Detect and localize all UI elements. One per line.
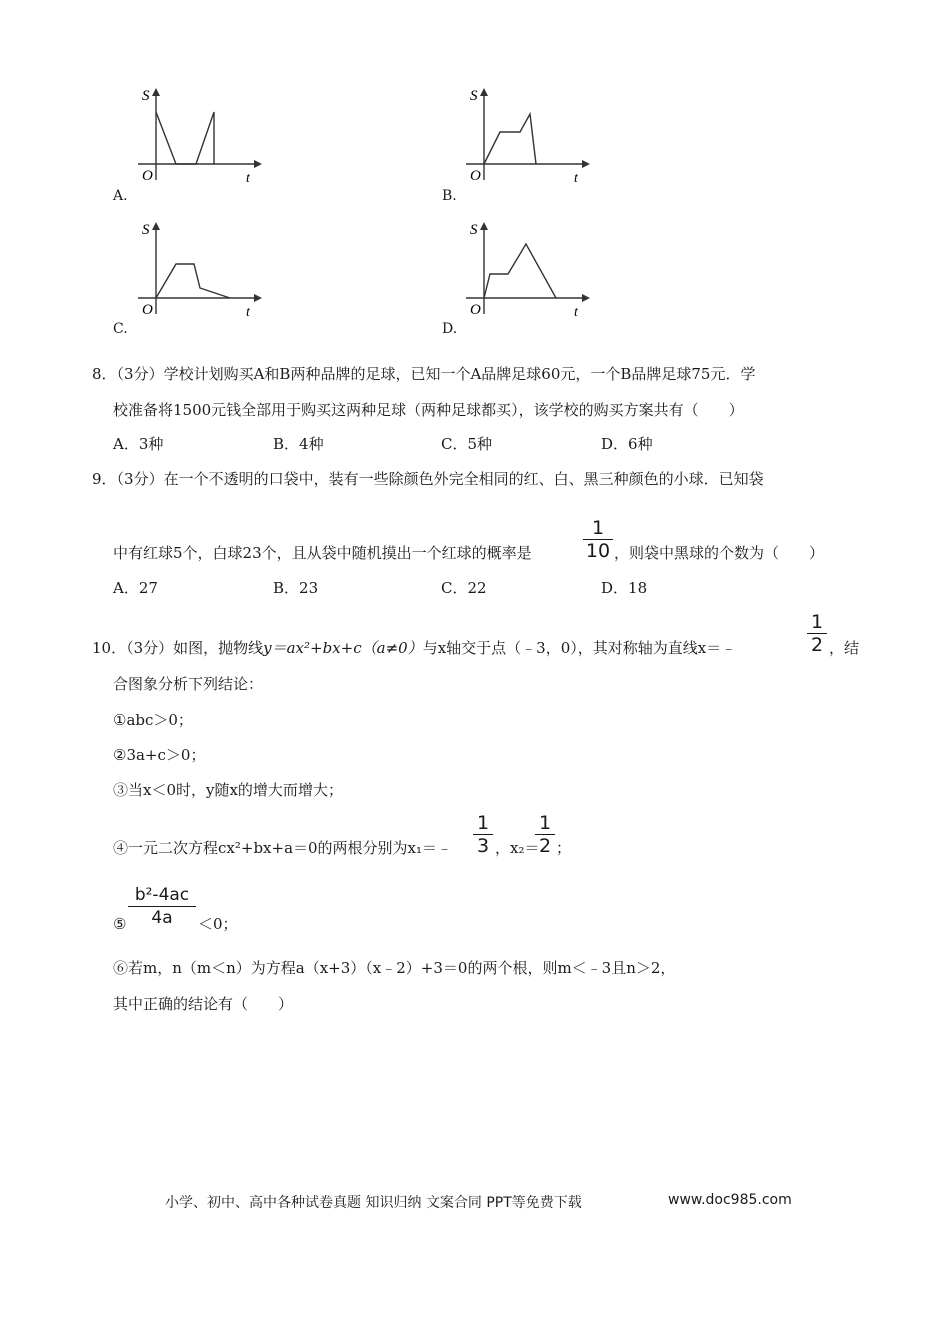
q9-option-a: A．27	[113, 579, 158, 597]
q10-s5-fraction	[128, 885, 196, 928]
q10-statement-1: ①abc＞0；	[113, 711, 193, 729]
q10-line1	[92, 638, 736, 658]
graph-b-origin: O	[470, 168, 481, 184]
q10-s4-fraction-2-num: 1	[538, 812, 552, 834]
q10-s5-fraction-num: b²-4ac	[134, 885, 190, 905]
q10-statement-6: ⑥若m，n（m＜n）为方程a（x+3）（x﹣2）+3＝0的两个根，则m＜﹣3且n＞2，	[113, 959, 676, 977]
q10-line1-b: 与x轴交于点（﹣3，0），其对称轴为直线x＝﹣	[422, 639, 737, 657]
q10-axis-fraction	[807, 612, 827, 655]
graph-c-origin: O	[142, 302, 153, 318]
graph-c-x-label: t	[246, 305, 250, 318]
q10-s4-fraction-2-den: 2	[538, 835, 552, 857]
q8-option-d: D．6种	[601, 435, 653, 453]
graph-d-y-label: S	[470, 222, 478, 238]
q9-line2-before: 中有红球5个，白球23个，且从袋中随机摸出一个红球的概率是	[113, 544, 532, 562]
q9-option-d: D．18	[601, 579, 648, 597]
graph-d	[458, 218, 598, 318]
q8-line2: 校准备将1500元钱全部用于购买这两种足球（两种足球都买），该学校的购买方案共有（ ）	[113, 401, 744, 419]
q8-option-b: B．4种	[273, 435, 324, 453]
footer-text: 小学、初中、高中各种试卷真题 知识归纳 文案合同 PPT等免费下载	[165, 1195, 582, 1211]
graph-d-svg	[458, 218, 598, 318]
q10-s5-fraction-bar	[128, 906, 196, 907]
graph-a-x-label: t	[246, 171, 250, 184]
q10-statement-5-tail: ＜0；	[198, 915, 238, 933]
q10-line1-c: ，结	[829, 639, 860, 657]
q9-line1: 9．（3分）在一个不透明的口袋中，装有一些除颜色外完全相同的红、白、黑三种颜色的小球．已知袋	[92, 470, 764, 488]
graph-c-option: C.	[113, 321, 128, 337]
graph-a-origin: O	[142, 168, 153, 184]
q10-statement-4-b: ，x₂＝	[495, 839, 540, 857]
graph-b-x-label: t	[574, 171, 578, 184]
q10-line1-a: 10．（3分）如图，抛物线	[92, 639, 264, 657]
graph-b-option: B.	[442, 188, 457, 204]
graph-b-svg	[458, 84, 598, 184]
graph-c-svg	[130, 218, 270, 318]
q9-fraction-den: 10	[585, 540, 611, 562]
graph-a	[130, 84, 270, 184]
q9-fraction-num: 1	[591, 517, 605, 539]
graph-b	[458, 84, 598, 184]
graph-a-svg	[130, 84, 270, 184]
q8-option-c: C．5种	[441, 435, 493, 453]
q10-statement-4-c: ；	[556, 839, 572, 857]
q10-s4-fraction-2	[535, 813, 555, 856]
q10-question: 其中正确的结论有（ ）	[113, 995, 294, 1013]
q9-line2-after: ，则袋中黑球的个数为（ ）	[614, 544, 825, 562]
graph-a-option: A.	[113, 188, 128, 204]
q10-s4-fraction-1	[473, 813, 493, 856]
graph-c	[130, 218, 270, 318]
q8-line1: 8．（3分）学校计划购买A和B两种品牌的足球，已知一个A品牌足球60元，一个B品牌足球75元．学	[92, 365, 756, 383]
graph-a-y-label: S	[142, 88, 150, 104]
q10-line2: 合图象分析下列结论：	[113, 675, 264, 693]
graph-d-x-label: t	[574, 305, 578, 318]
graph-b-y-label: S	[470, 88, 478, 104]
q10-axis-fraction-den: 2	[810, 634, 824, 656]
q9-option-b: B．23	[273, 579, 319, 597]
q8-option-a: A．3种	[113, 435, 164, 453]
q10-s5-fraction-den: 4a	[151, 908, 173, 928]
q10-statement-5-mark: ⑤	[113, 915, 127, 933]
q10-statement-3: ③当x＜0时，y随x的增大而增大；	[113, 781, 343, 799]
footer-url[interactable]: www.doc985.com	[668, 1192, 792, 1208]
q10-s4-fraction-1-den: 3	[476, 835, 490, 857]
q10-statement-2: ②3a+c＞0；	[113, 746, 206, 764]
graph-d-option: D.	[442, 321, 458, 337]
graph-c-y-label: S	[142, 222, 150, 238]
graph-d-origin: O	[470, 302, 481, 318]
q10-line1-eq: y＝ax²+bx+c（a≠0）	[263, 639, 423, 657]
q9-option-c: C．22	[441, 579, 487, 597]
q9-fraction	[583, 518, 613, 561]
q10-statement-4-a: ④一元二次方程cx²+bx+a＝0的两根分别为x₁＝﹣	[113, 839, 453, 857]
q10-axis-fraction-num: 1	[810, 611, 824, 633]
q10-s4-fraction-1-num: 1	[476, 812, 490, 834]
